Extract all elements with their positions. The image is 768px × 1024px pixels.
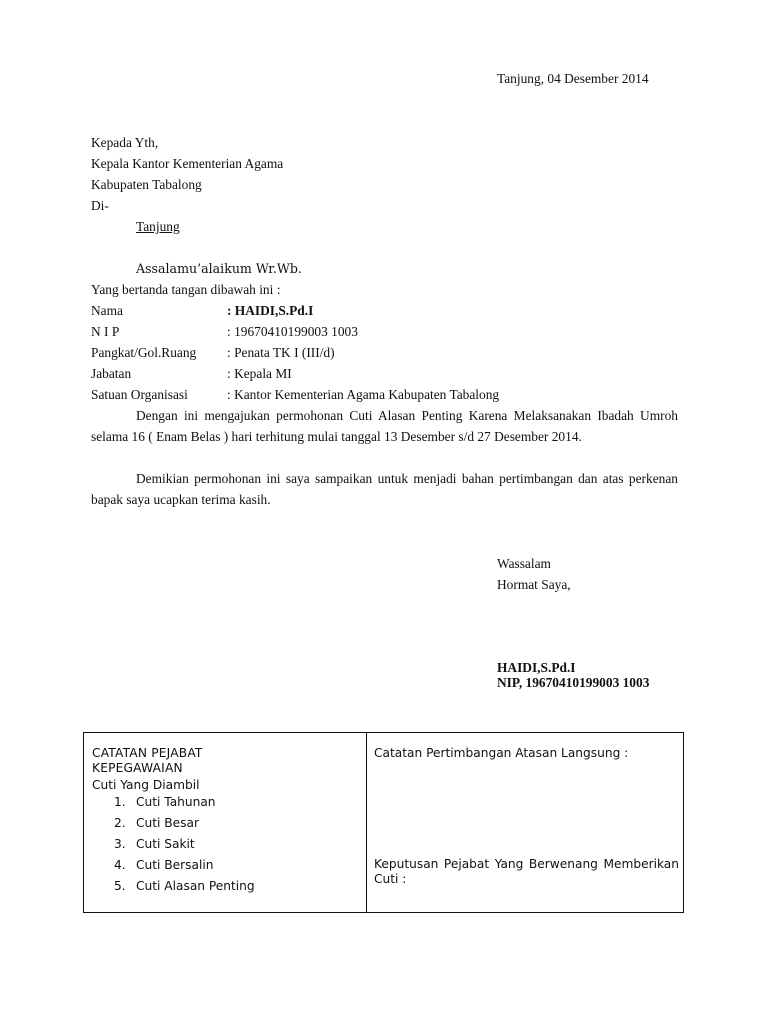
notes-table xyxy=(83,732,684,913)
leave-type-label: Cuti Besar xyxy=(136,816,199,830)
identity-label: Jabatan xyxy=(91,366,132,381)
recipient-salutation: Kepada Yth, xyxy=(91,135,159,150)
closing-wassalam: Wassalam xyxy=(497,556,551,571)
identity-value: : Penata TK I (III/d) xyxy=(227,345,335,360)
leave-type-number: 3. xyxy=(114,837,126,851)
table-divider xyxy=(366,733,367,912)
leave-type-label: Cuti Bersalin xyxy=(136,858,214,872)
recipient-regency: Kabupaten Tabalong xyxy=(91,177,202,192)
intro-text: Yang bertanda tangan dibawah ini : xyxy=(91,282,281,297)
identity-value: : HAIDI,S.Pd.I xyxy=(227,303,314,318)
signatory-nip: NIP, 19670410199003 1003 xyxy=(497,675,650,690)
leave-type-number: 2. xyxy=(114,816,126,830)
recipient-city: Tanjung xyxy=(136,219,180,234)
authority-decision-label: Keputusan Pejabat Yang Berwenang Memberikan Cuti : xyxy=(374,857,679,886)
leave-type-label: Cuti Sakit xyxy=(136,837,195,851)
supervisor-note-label: Catatan Pertimbangan Atasan Langsung : xyxy=(374,746,629,760)
identity-value: : Kepala MI xyxy=(227,366,292,381)
greeting: Assalamu’alaikum Wr.Wb. xyxy=(136,261,302,276)
identity-label: Pangkat/Gol.Ruang xyxy=(91,345,197,360)
recipient-office: Kepala Kantor Kementerian Agama xyxy=(91,156,284,171)
recipient-di: Di- xyxy=(91,198,109,213)
request-paragraph: Dengan ini mengajukan permohonan Cuti Alasan Penting Karena Melaksanakan Ibadah Umroh selama 16 ( Enam Belas ) hari terhitung mulai tanggal 13 Desember s/d 27 Desember 2014. xyxy=(91,408,678,444)
closing-paragraph: Demikian permohonan ini saya sampaikan untuk menjadi bahan pertimbangan dan atas perkenan bapak saya ucapkan terima kasih. xyxy=(91,471,678,507)
leave-type-number: 4. xyxy=(114,858,126,872)
place-date: Tanjung, 04 Desember 2014 xyxy=(497,71,649,86)
identity-label: Nama xyxy=(91,303,123,318)
closing-regards: Hormat Saya, xyxy=(497,577,571,592)
personnel-notes-title-2: KEPEGAWAIAN xyxy=(92,761,183,775)
identity-label: Satuan Organisasi xyxy=(91,387,188,402)
leave-type-label: Cuti Alasan Penting xyxy=(136,879,255,893)
leave-type-number: 1. xyxy=(114,795,126,809)
leave-type-number: 5. xyxy=(114,879,126,893)
identity-value: : Kantor Kementerian Agama Kabupaten Tabalong xyxy=(227,387,500,402)
leave-taken-label: Cuti Yang Diambil xyxy=(92,778,200,792)
identity-label: N I P xyxy=(91,324,120,339)
leave-type-label: Cuti Tahunan xyxy=(136,795,216,809)
signatory-name: HAIDI,S.Pd.I xyxy=(497,660,576,675)
identity-value: : 19670410199003 1003 xyxy=(227,324,358,339)
personnel-notes-title: CATATAN PEJABAT xyxy=(92,746,203,760)
